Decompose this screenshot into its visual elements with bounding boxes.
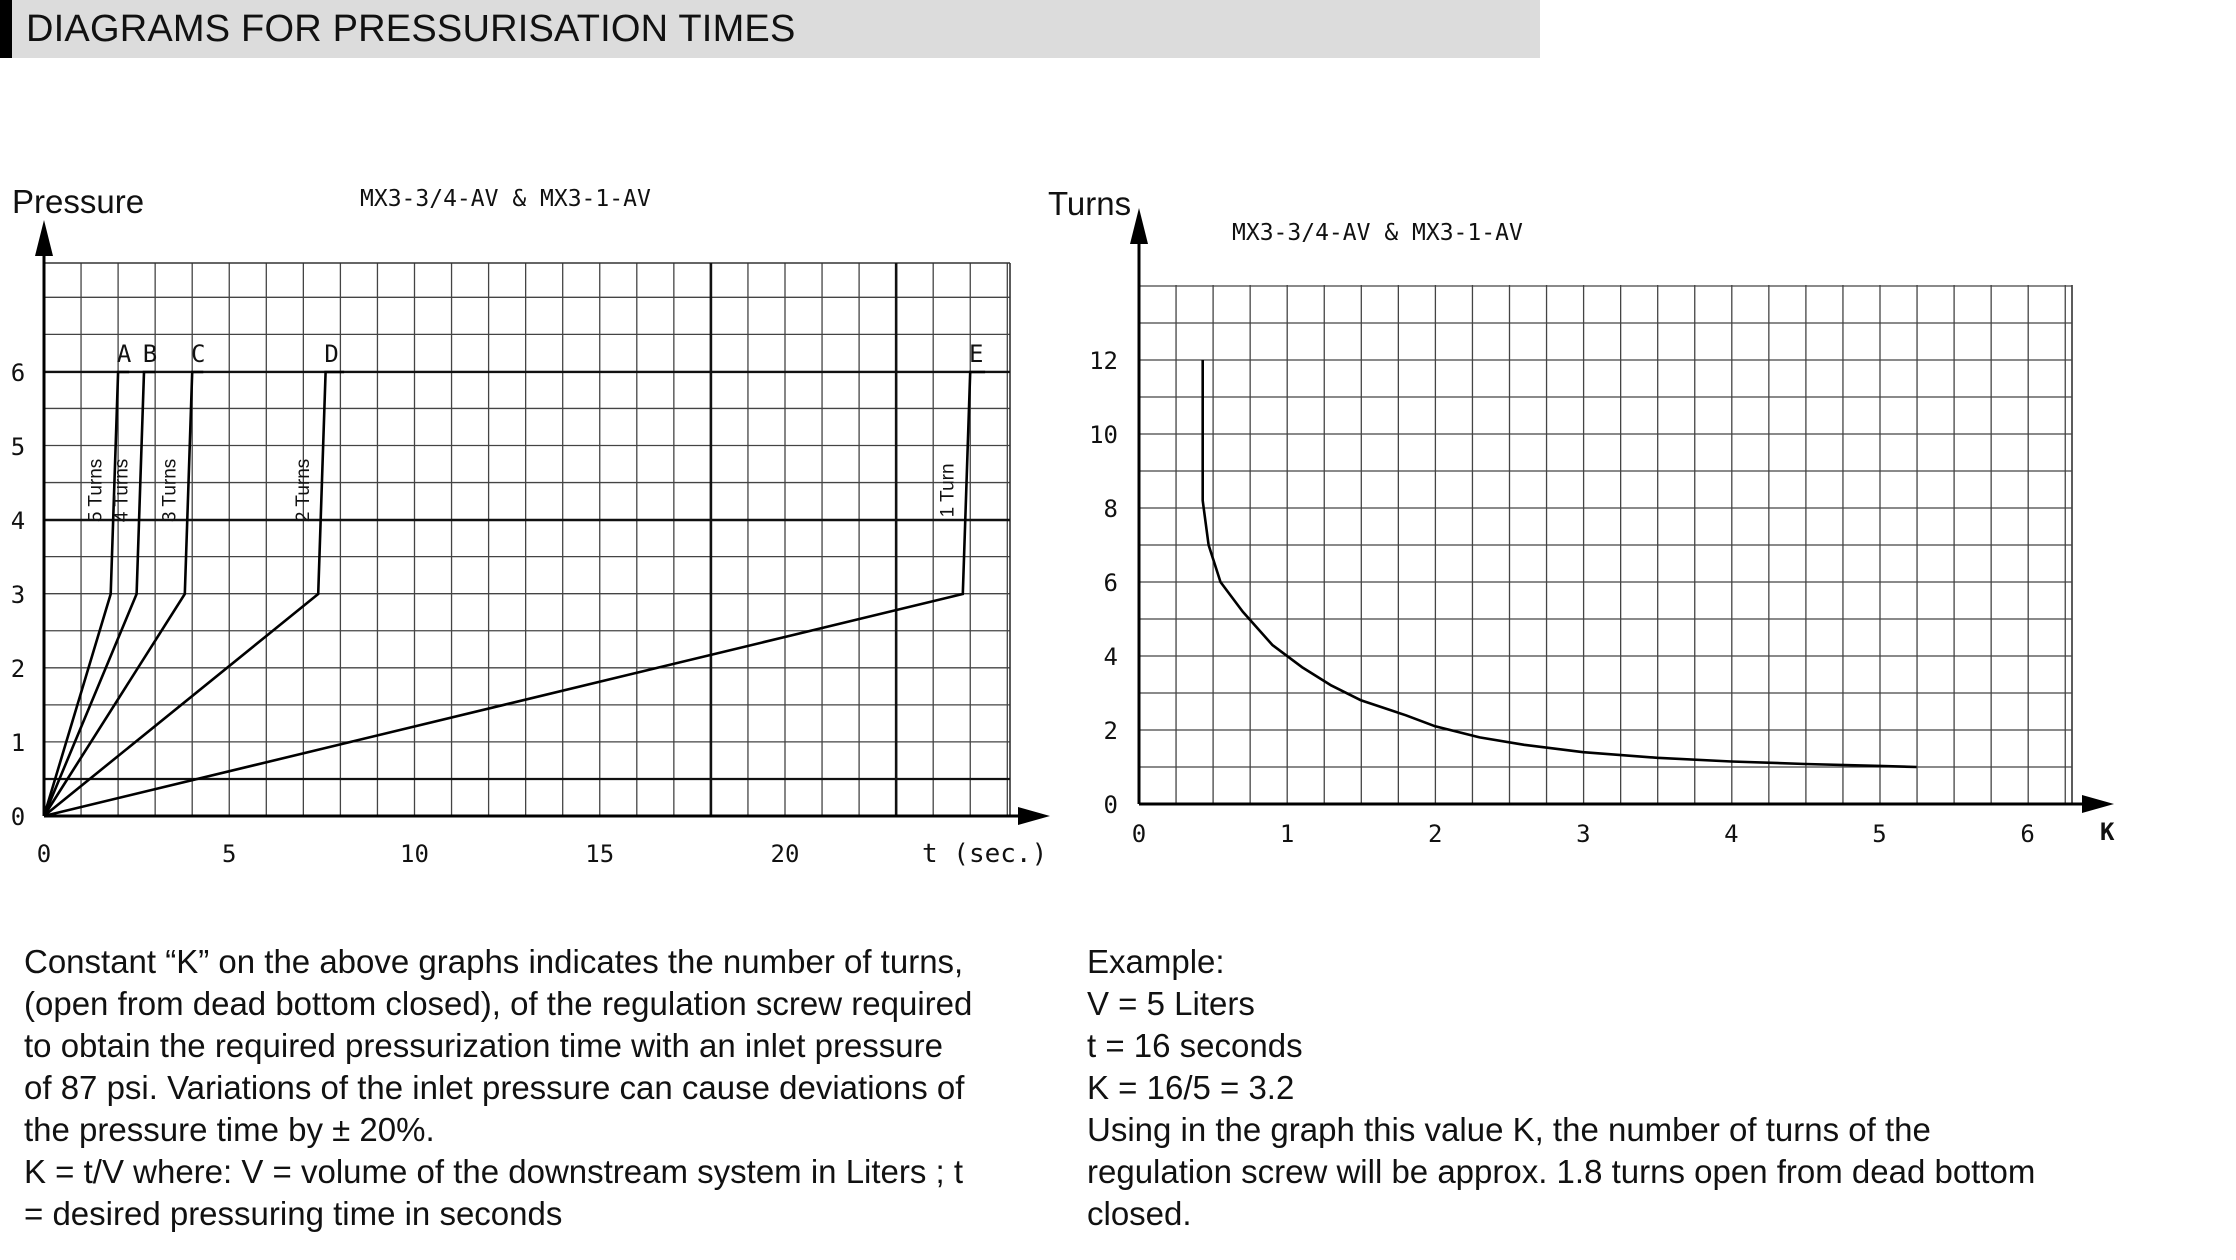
turns-k-chart bbox=[1048, 185, 2115, 848]
y-tick-label: 1 bbox=[10, 729, 26, 757]
text-line: closed. bbox=[1087, 1195, 1192, 1232]
series-label-e: E bbox=[969, 340, 984, 368]
example-text bbox=[1087, 941, 2035, 1235]
x-axis-arrow bbox=[2082, 795, 2114, 813]
series-label-c: C bbox=[190, 340, 206, 368]
series-annotation: 5 Turns bbox=[85, 458, 107, 523]
text-line: Example: bbox=[1087, 943, 1225, 980]
y-tick-label: 0 bbox=[1103, 791, 1118, 819]
y-tick-label: 12 bbox=[1089, 347, 1118, 375]
series-annotation: 4 Turns bbox=[111, 458, 133, 523]
text-line: = desired pressuring time in seconds bbox=[24, 1195, 563, 1232]
y-tick-label: 6 bbox=[10, 359, 26, 387]
explanation-text bbox=[24, 941, 972, 1235]
y-tick-label: 3 bbox=[10, 581, 26, 609]
turns-curve bbox=[1203, 360, 1917, 767]
x-tick-label: 3 bbox=[1576, 820, 1591, 848]
y-axis-arrow bbox=[35, 220, 53, 256]
text-line: to obtain the required pressurization time with an inlet pressure bbox=[24, 1027, 943, 1064]
y-tick-label: 4 bbox=[1103, 643, 1118, 671]
y-tick-label: 4 bbox=[10, 507, 26, 535]
y-tick-label: 2 bbox=[1103, 717, 1118, 745]
text-line: the pressure time by ± 20%. bbox=[24, 1111, 435, 1148]
y-tick-label: 0 bbox=[10, 803, 26, 831]
text-line: Using in the graph this value K, the number of turns of the bbox=[1087, 1111, 1931, 1148]
x-tick-label: 2 bbox=[1427, 820, 1443, 848]
series-annotation: 2 Turns bbox=[292, 458, 314, 523]
pressure-time-chart bbox=[11, 183, 1050, 869]
y-tick-label: 10 bbox=[1089, 421, 1118, 449]
x-axis-label: t (sec.) bbox=[922, 839, 1048, 869]
text-line: regulation screw will be approx. 1.8 turns open from dead bottom bbox=[1087, 1153, 2036, 1190]
y-axis-label: Pressure bbox=[12, 183, 145, 220]
x-axis-arrow bbox=[1018, 807, 1050, 825]
x-tick-label: 10 bbox=[400, 840, 429, 868]
x-tick-label: 0 bbox=[1131, 820, 1147, 848]
text-line: of 87 psi. Variations of the inlet pressure can cause deviations of bbox=[24, 1069, 965, 1106]
series-label-b: B bbox=[142, 340, 158, 368]
page-title: DIAGRAMS FOR PRESSURISATION TIMES bbox=[26, 8, 796, 50]
series-annotation: 3 Turns bbox=[159, 458, 181, 523]
x-tick-label: 1 bbox=[1279, 820, 1295, 848]
y-tick-label: 8 bbox=[1103, 495, 1118, 523]
x-tick-label: 6 bbox=[2020, 820, 2035, 848]
series-label-d: D bbox=[324, 340, 339, 368]
x-tick-label: 0 bbox=[36, 840, 52, 868]
text-line: V = 5 Liters bbox=[1087, 985, 1255, 1022]
y-tick-label: 2 bbox=[10, 655, 26, 683]
x-tick-label: 20 bbox=[770, 840, 800, 868]
y-tick-label: 6 bbox=[1103, 569, 1118, 597]
text-line: K = 16/5 = 3.2 bbox=[1087, 1069, 1295, 1106]
y-tick-label: 5 bbox=[10, 433, 26, 461]
text-line: (open from dead bottom closed), of the regulation screw required bbox=[24, 985, 973, 1022]
y-axis-arrow bbox=[1130, 208, 1148, 244]
series-annotation: 1 Turn bbox=[937, 463, 959, 518]
y-axis-label: Turns bbox=[1048, 185, 1132, 222]
text-line: t = 16 seconds bbox=[1087, 1027, 1303, 1064]
x-tick-label: 5 bbox=[1872, 820, 1887, 848]
x-axis-label: K bbox=[2100, 818, 2115, 846]
series-label-a: A bbox=[116, 340, 132, 368]
chart-title: MX3-3/4-AV & MX3-1-AV bbox=[360, 186, 651, 212]
x-tick-label: 15 bbox=[585, 840, 615, 868]
chart-title: MX3-3/4-AV & MX3-1-AV bbox=[1232, 220, 1523, 246]
text-line: K = t/V where: V = volume of the downstream system in Liters ; t bbox=[24, 1153, 964, 1190]
x-tick-label: 4 bbox=[1724, 820, 1739, 848]
text-line: Constant “K” on the above graphs indicates the number of turns, bbox=[24, 943, 964, 980]
x-tick-label: 5 bbox=[222, 840, 237, 868]
